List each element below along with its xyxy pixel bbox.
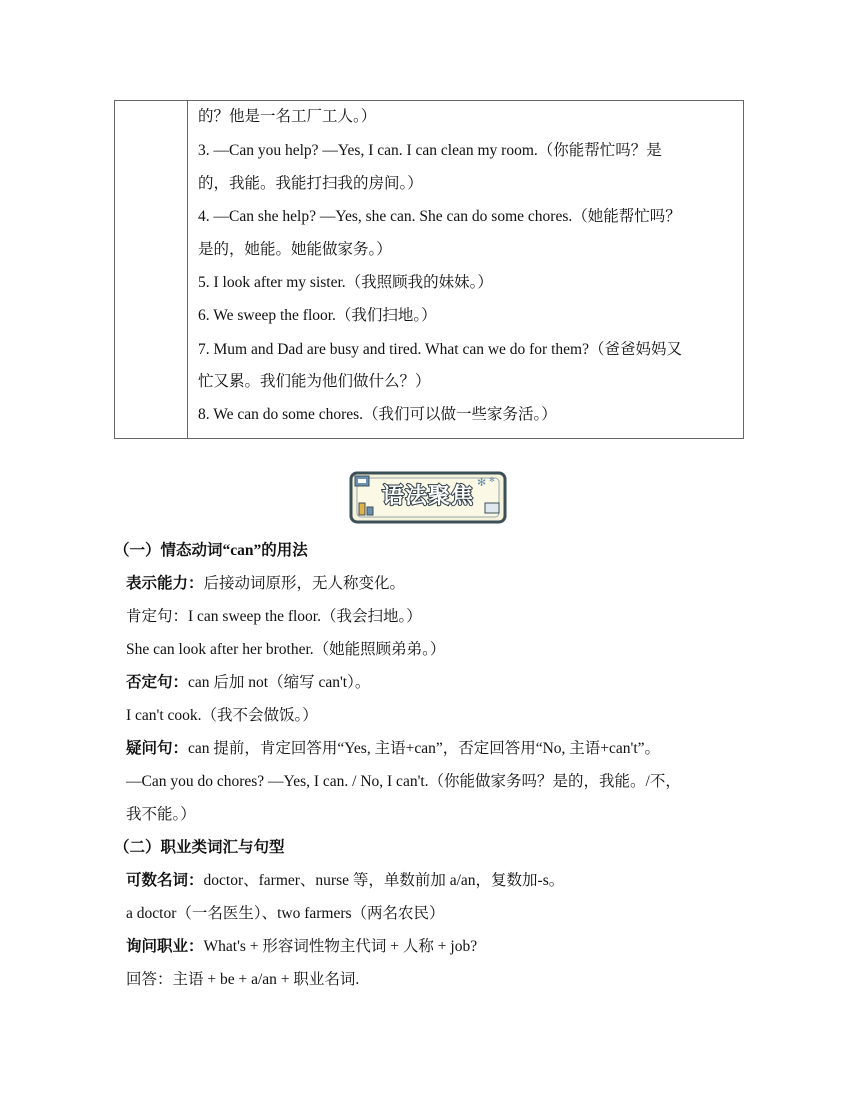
ask-job-text: What's + 形容词性物主代词 + 人称 + job? <box>203 938 478 955</box>
question-line <box>126 739 660 759</box>
affirmative-example: 肯定句：I can sweep the floor.（我会扫地。） <box>126 608 422 625</box>
question-label: 疑问句： <box>126 740 189 757</box>
countable-line <box>126 871 564 891</box>
svg-text:✻: ✻ <box>489 476 495 484</box>
affirmative-example: She can look after her brother.（她能照顾弟弟。） <box>126 641 446 658</box>
table-line: 忙又累。我们能为他们做什么？） <box>198 373 431 390</box>
svg-text:✻: ✻ <box>477 476 487 489</box>
negative-text: can 后加 not（缩写 can't）。 <box>188 674 371 691</box>
negative-example: I can't cook.（我不会做饭。） <box>126 707 318 724</box>
countable-text: doctor、farmer、nurse 等，单数前加 a/an，复数加-s。 <box>203 872 565 889</box>
negative-label: 否定句： <box>126 674 189 691</box>
ability-label: 表示能力： <box>126 575 204 592</box>
question-text: can 提前，肯定回答用“Yes, 主语+can”，否定回答用“No, 主语+can't”。 <box>188 740 661 757</box>
ability-line <box>126 574 405 594</box>
countable-label: 可数名词： <box>126 872 204 889</box>
section-heading: （二）职业类词汇与句型 <box>114 839 285 856</box>
countable-example: a doctor（一名医生）、two farmers（两名农民） <box>126 905 445 922</box>
table-line: 3. —Can you help? —Yes, I can. I can clean my room.（你能帮忙吗？是 <box>198 142 662 159</box>
ask-job-line <box>126 937 477 957</box>
table-line: 8. We can do some chores.（我们可以做一些家务活。） <box>198 406 557 423</box>
table-line: 6. We sweep the floor.（我们扫地。） <box>198 307 437 324</box>
question-example: 我不能。） <box>126 806 196 823</box>
ability-text: 后接动词原形，无人称变化。 <box>203 575 406 592</box>
table-line: 的？他是一名工厂工人。） <box>198 108 377 125</box>
table-line: 的，我能。我能打扫我的房间。） <box>198 175 423 192</box>
table-column-divider <box>187 101 188 438</box>
grammar-focus-banner <box>349 470 507 524</box>
section-heading: （一）情态动词“can”的用法 <box>114 542 308 559</box>
table-line: 7. Mum and Dad are busy and tired. What can we do for them?（爸爸妈妈又 <box>198 341 682 358</box>
table-line: 4. —Can she help? —Yes, she can. She can do some chores.（她能帮忙吗？ <box>198 208 681 225</box>
table-line: 是的，她能。她能做家务。） <box>198 241 392 258</box>
negative-line <box>126 673 370 693</box>
question-example: —Can you do chores? —Yes, I can. / No, I can't.（你能做家务吗？是的，我能。/不， <box>126 773 681 790</box>
answer-line: 回答：主语 + be + a/an + 职业名词. <box>126 971 360 988</box>
table-line: 5. I look after my sister.（我照顾我的妹妹。） <box>198 274 493 291</box>
banner-title: 语法聚焦 <box>381 484 474 509</box>
ask-job-label: 询问职业： <box>126 938 204 955</box>
